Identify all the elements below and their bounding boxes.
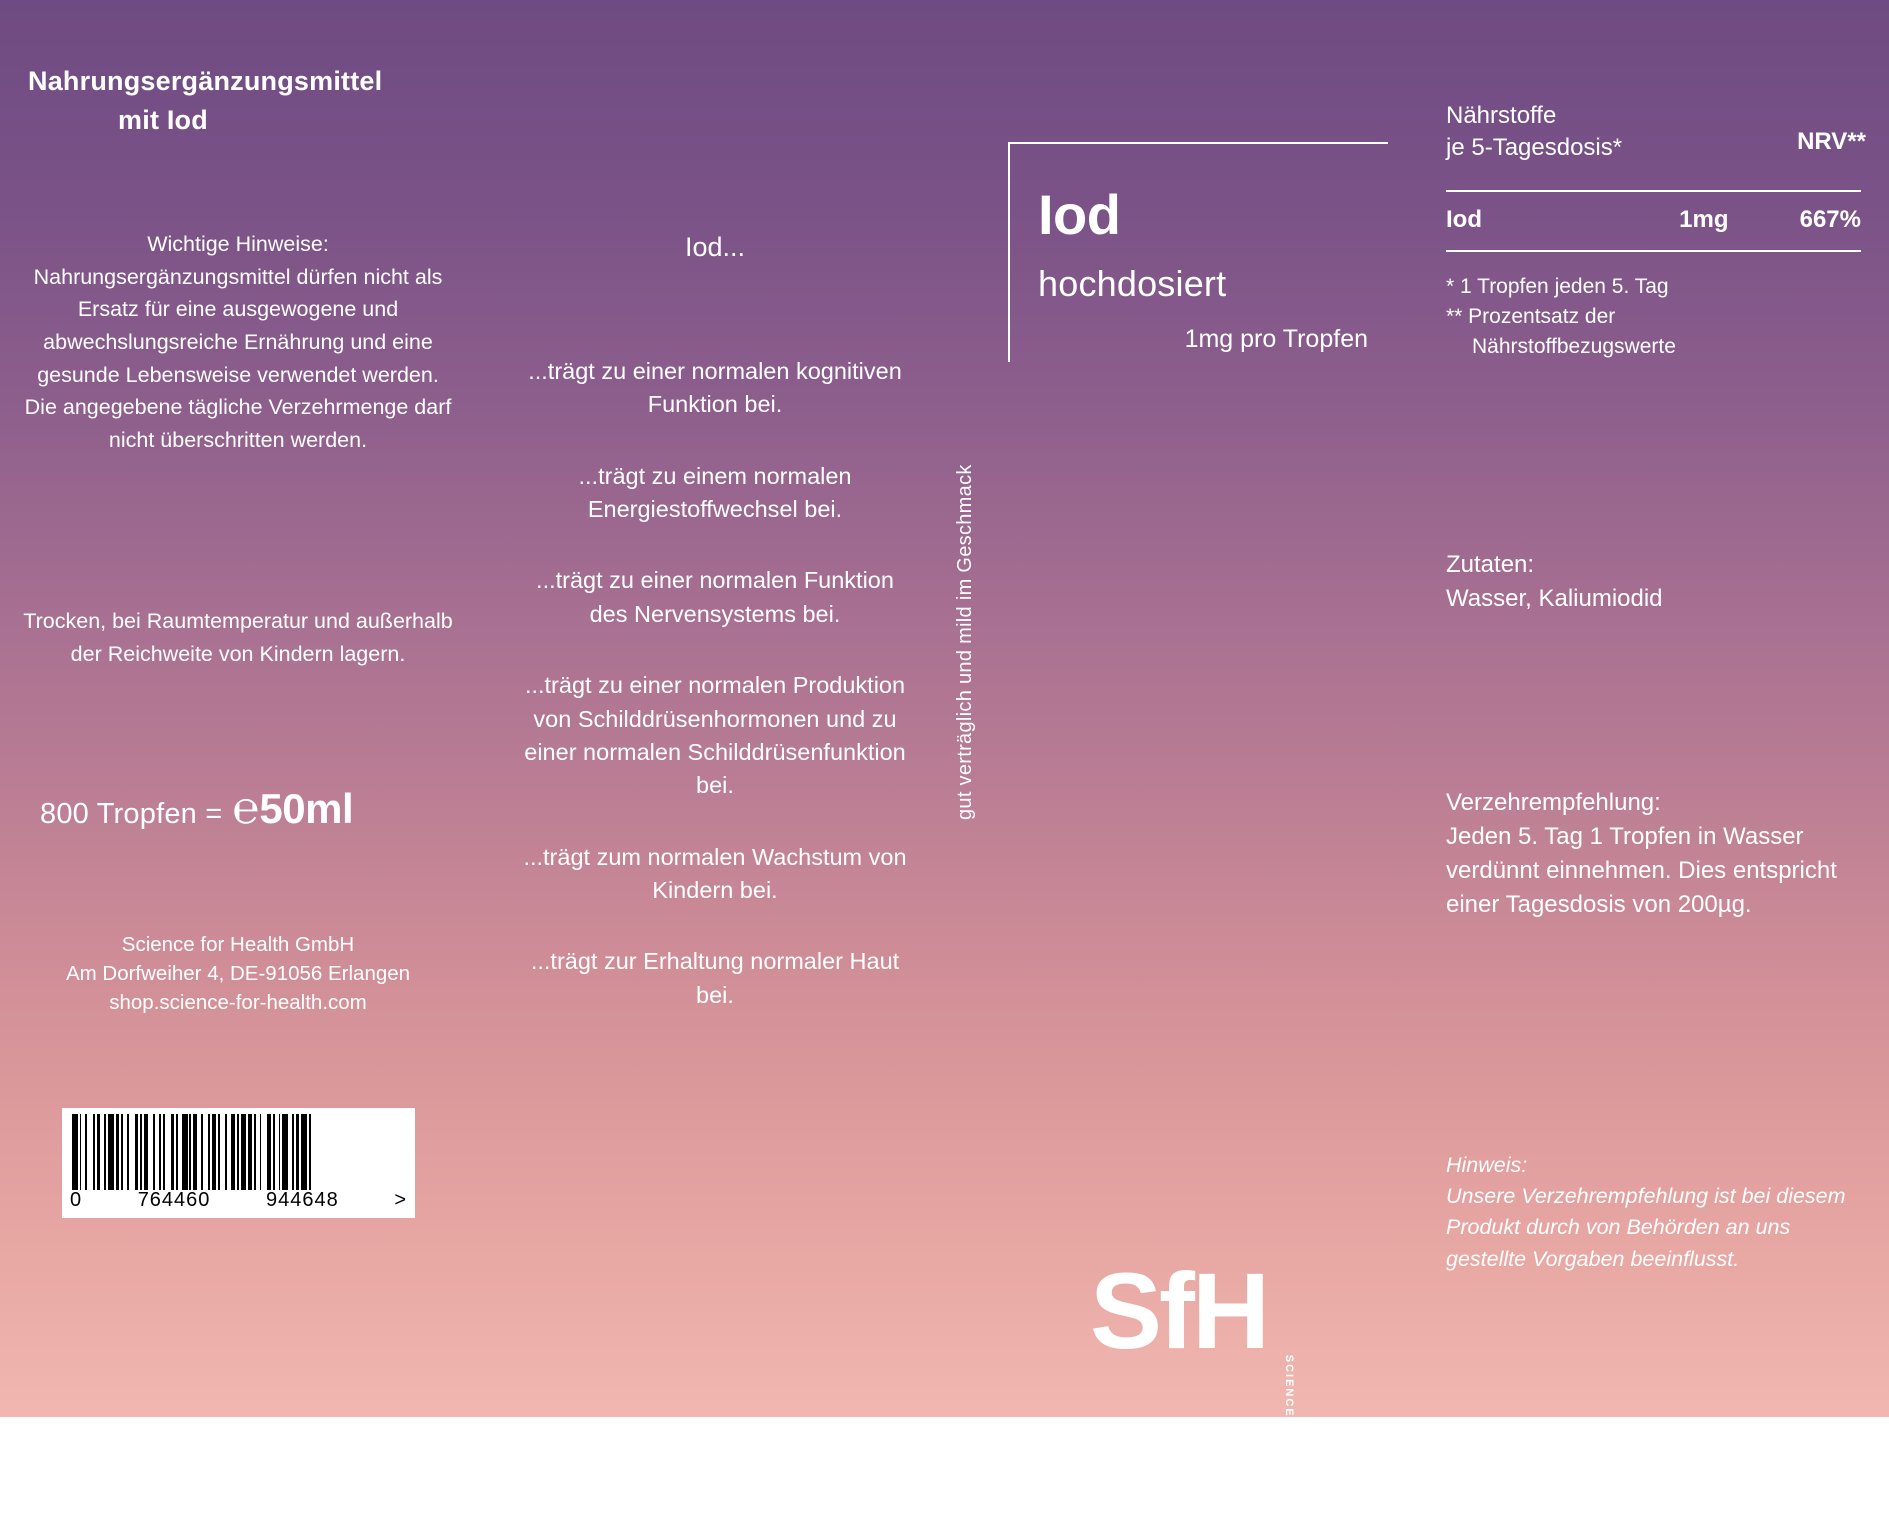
- heading-line-2: mit Iod: [118, 105, 208, 136]
- nutrition-title-line-1: Nährstoffe: [1446, 102, 1557, 129]
- company-information: [22, 930, 454, 1017]
- ingredients-text: Wasser, Kaliumiodid: [1446, 585, 1663, 613]
- product-subtitle: hochdosiert: [1038, 263, 1227, 304]
- usage-text: Jeden 5. Tag 1 Tropfen in Wasser verdünnt einnehmen. Dies entspricht einer Tagesdosis von 200µg.: [1446, 823, 1837, 919]
- company-name: Science for Health GmbH: [121, 933, 355, 956]
- nutrition-table-header: [1446, 100, 1866, 165]
- company-address: Am Dorfweiher 4, DE-91056 Erlangen: [65, 962, 411, 986]
- volume-statement: [40, 782, 460, 833]
- barcode: [62, 1108, 415, 1218]
- nrv-column-header: NRV**: [1797, 128, 1866, 155]
- logo-tagline: [1281, 1355, 1295, 1513]
- logo-tagline-line-2: HEALTH: [1282, 1457, 1295, 1513]
- nutrient-name: Iod: [1446, 206, 1482, 233]
- nutrient-nrv: 667%: [1799, 206, 1861, 233]
- barcode-digit-group-2: 944648: [266, 1188, 339, 1211]
- dose-per-drop: 1mg pro Tropfen: [1184, 325, 1368, 353]
- footnote-2: ** Prozentsatz der: [1446, 304, 1616, 328]
- ingredients-section: [1446, 548, 1866, 616]
- left-information-panel: [0, 0, 500, 1417]
- heading-line-1: Nahrungsergänzungsmittel: [28, 66, 383, 96]
- taste-claim-vertical: gut verträglich und mild im Geschmack: [954, 464, 976, 820]
- footnote-1: * 1 Tropfen jeden 5. Tag: [1446, 275, 1669, 298]
- hint-text: Unsere Verzehrempfehlung ist bei diesem Produkt durch von Behörden an uns gestellte Vorgaben beeinflusst.: [1446, 1184, 1846, 1271]
- list-item: ...trägt zu einer normalen Funktion des Nervensystems bei.: [536, 567, 894, 627]
- product-name: Iod: [1038, 183, 1121, 246]
- regulatory-hint-section: [1446, 1150, 1876, 1275]
- barcode-digit-first: 0: [70, 1188, 83, 1211]
- page-title: [28, 62, 468, 140]
- nutrition-title-line-2: je 5-Tagesdosis*: [1446, 134, 1623, 162]
- nutrient-amount: 1mg: [1679, 206, 1729, 233]
- table-divider-top: [1446, 190, 1861, 192]
- important-notice-text: Wichtige Hinweise: Nahrungsergänzungsmittel dürfen nicht als Ersatz für eine ausgewogene und abwechslungsreiche Ernährung und eine gesunde Lebensweise verwendet werden. Die angegebene tägliche Verzehrmenge darf nicht überschritten werden.: [24, 232, 452, 453]
- front-panel: [954, 0, 1420, 1513]
- barcode-digit-group-1: 764460: [137, 1188, 211, 1211]
- claims-title: Iod...: [684, 232, 746, 262]
- list-item: ...trägt zu einer normalen kognitiven Funktion bei.: [528, 358, 902, 418]
- nutrition-footnotes: [1446, 272, 1866, 361]
- barcode-digits: [70, 1188, 407, 1212]
- volume-value: 50ml: [259, 785, 354, 832]
- ingredients-title: Zutaten:: [1446, 551, 1535, 578]
- barcode-bars: [72, 1114, 405, 1190]
- footnote-2-continued: Nährstoffbezugswerte: [1472, 334, 1676, 358]
- table-divider-bottom: [1446, 250, 1861, 252]
- usage-title: Verzehrempfehlung:: [1446, 789, 1661, 816]
- hint-title: Hinweis:: [1446, 1153, 1528, 1177]
- list-item: ...trägt zur Erhaltung normaler Haut bei.: [530, 948, 900, 1008]
- company-website: shop.science-for-health.com: [109, 991, 367, 1015]
- table-row: [1446, 206, 1861, 234]
- usage-section: [1446, 786, 1876, 922]
- estimated-sign-icon: ℮: [232, 782, 260, 833]
- logo-wordmark: SfH: [1090, 1250, 1267, 1372]
- logo-tagline-line-1: SCIENCE FOR: [1282, 1355, 1295, 1453]
- list-item: ...trägt zum normalen Wachstum von Kindern bei.: [523, 843, 907, 903]
- list-item: ...trägt zu einem normalen Energiestoffwechsel bei.: [578, 462, 852, 523]
- list-item: ...trägt zu einer normalen Produktion von Schilddrüsenhormonen und zu einer normalen Schilddrüsenfunktion bei.: [524, 672, 906, 799]
- brand-logo: [1090, 1250, 1425, 1513]
- storage-instructions-text: Trocken, bei Raumtemperatur und außerhalb der Reichweite von Kindern lagern.: [23, 609, 453, 666]
- drop-count-label: 800 Tropfen =: [40, 798, 223, 830]
- claims-list: [500, 355, 930, 1050]
- nutrition-panel: [1440, 0, 1889, 1417]
- health-claims-panel: [500, 0, 930, 1417]
- barcode-digit-last: >: [394, 1188, 407, 1211]
